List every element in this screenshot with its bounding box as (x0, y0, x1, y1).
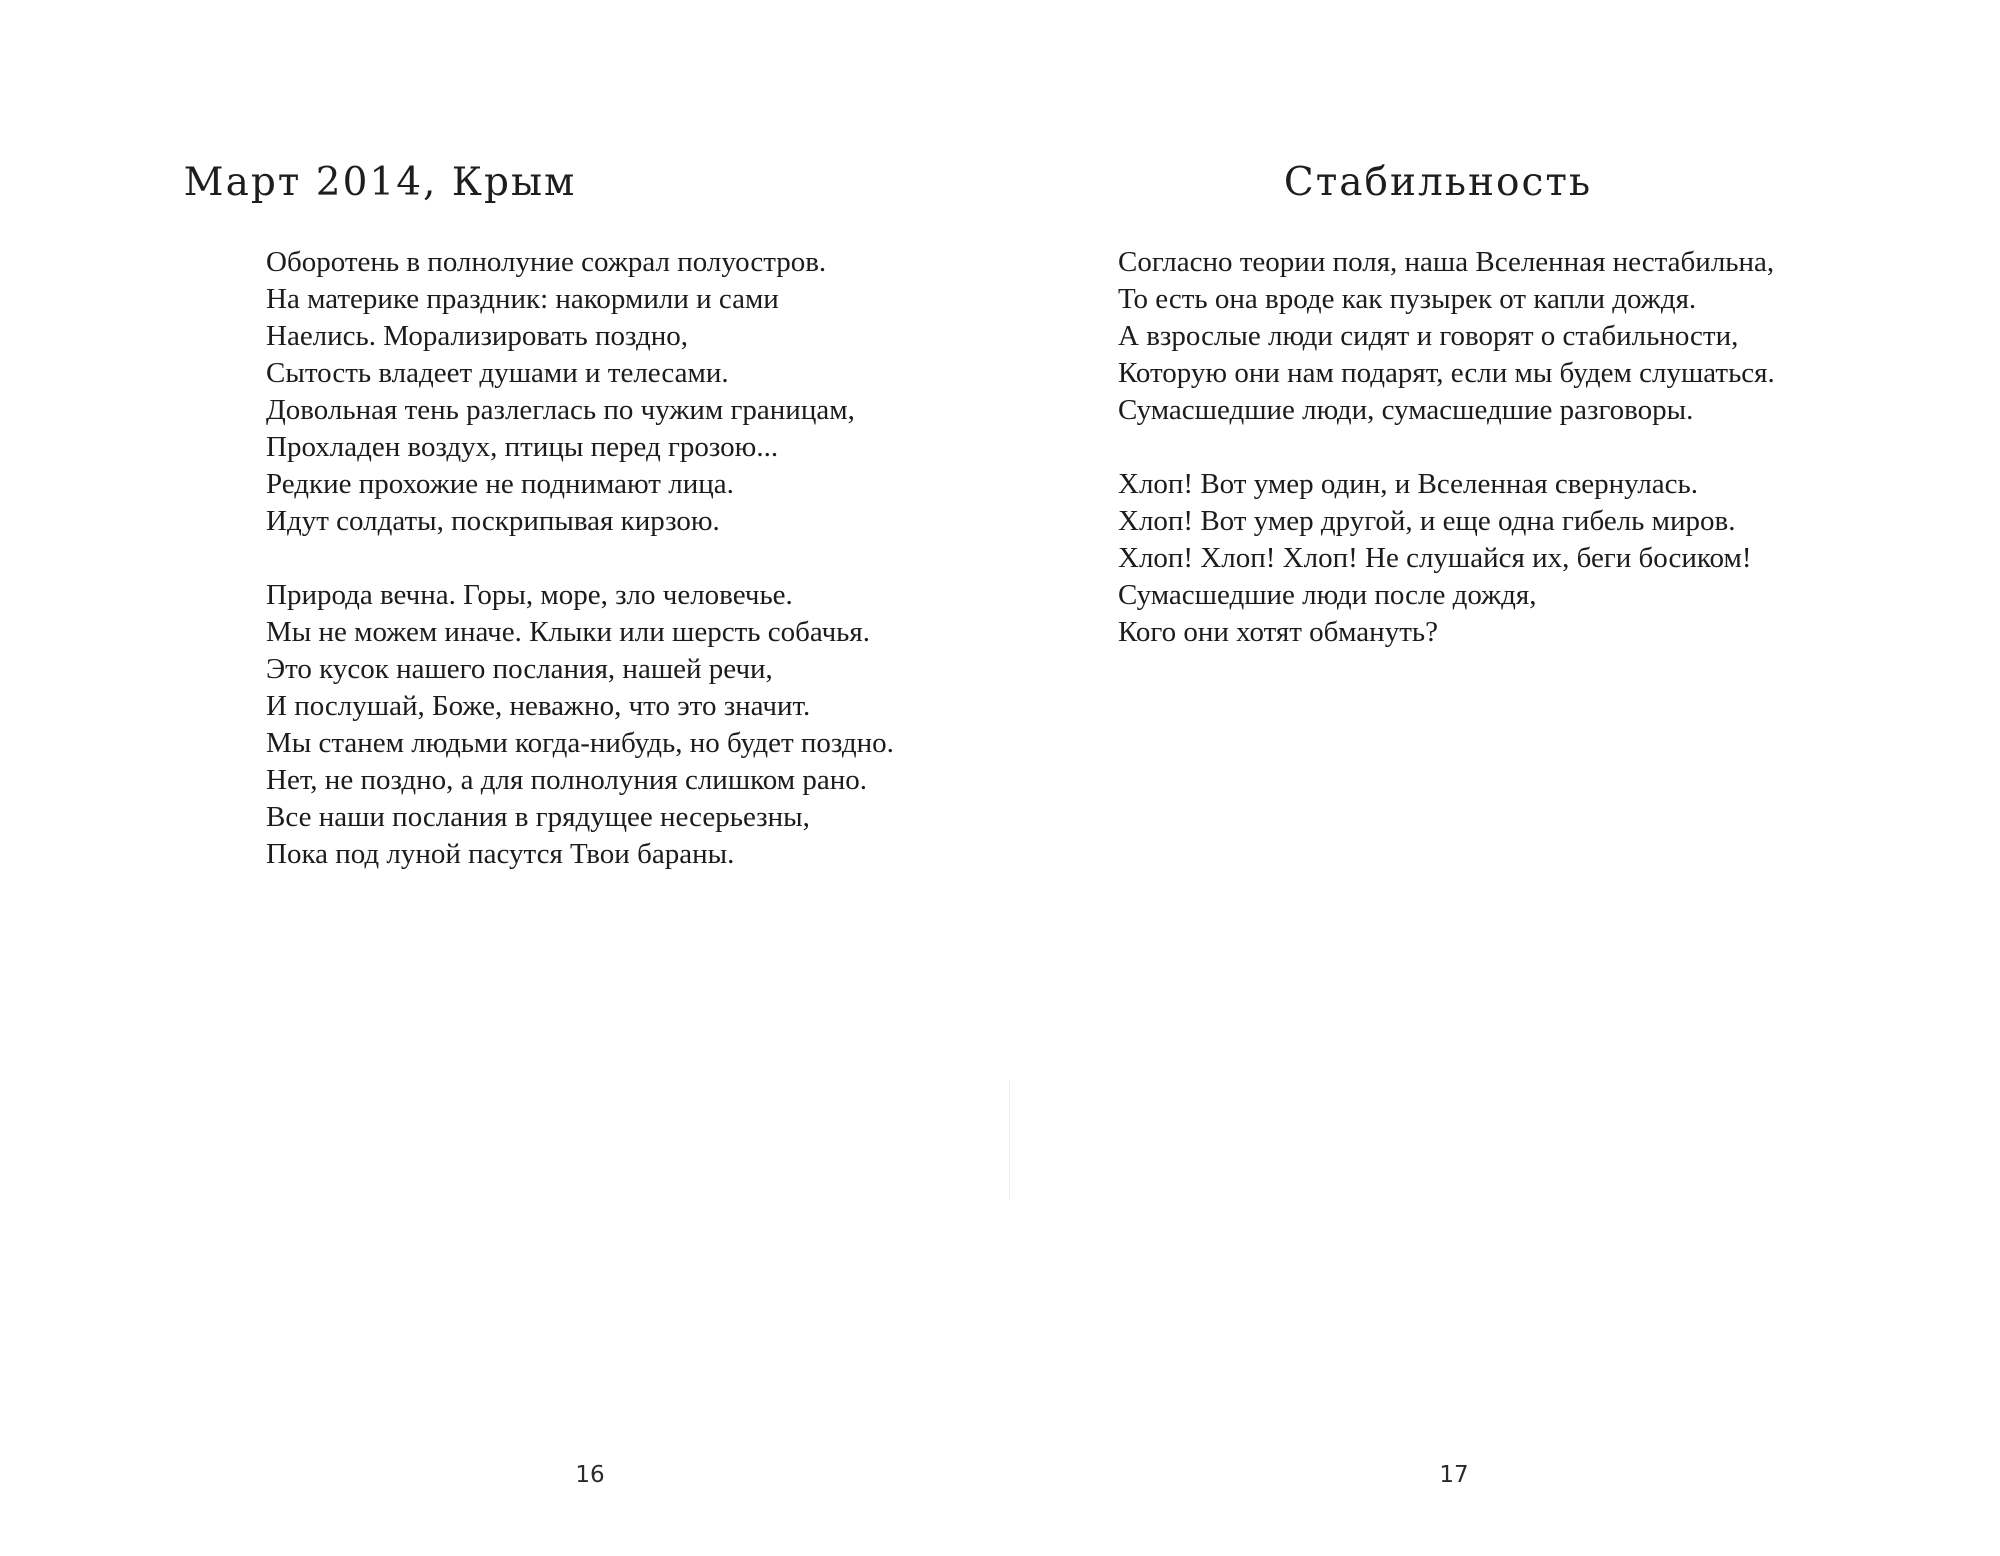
verse-line: Сытость владеет душами и телесами. (266, 357, 729, 389)
verse-line: Прохладен воздух, птицы перед грозою... (266, 431, 779, 463)
verse-line: Мы станем людьми когда-нибудь, но будет поздно. (266, 727, 894, 759)
stanza (1118, 244, 1775, 429)
poem-title: Март 2014, Крым (183, 160, 577, 205)
verse-line: Кого они хотят обмануть? (1118, 616, 1438, 648)
verse-line: Это кусок нашего послания, нашей речи, (266, 653, 773, 685)
verse-line: Все наши послания в грядущее несерьезны, (266, 801, 810, 833)
verse-line: Которую они нам подарят, если мы будем слушаться. (1118, 357, 1775, 389)
page-number: 16 (575, 1462, 605, 1488)
poem-title: Стабильность (1283, 160, 1593, 205)
verse-line: Довольная тень разлеглась по чужим границам, (266, 394, 855, 426)
verse-line: Мы не можем иначе. Клыки или шерсть собачья. (266, 616, 871, 648)
stanza (1118, 466, 1775, 651)
verse-line: Пока под луной пасутся Твои бараны. (266, 838, 735, 870)
verse-line: То есть она вроде как пузырек от капли дождя. (1118, 283, 1697, 315)
verse-line: А взрослые люди сидят и говорят о стабильности, (1118, 320, 1739, 352)
right-page (1000, 0, 2000, 1556)
verse-line: Наелись. Морализировать поздно, (266, 320, 688, 352)
verse-line: Нет, не поздно, а для полнолуния слишком рано. (266, 764, 867, 796)
verse-line: Хлоп! Вот умер другой, и еще одна гибель миров. (1118, 505, 1736, 537)
stanza (266, 577, 894, 873)
verse-line: Природа вечна. Горы, море, зло человечье. (266, 579, 793, 611)
poem-body (1118, 244, 1775, 651)
verse-line: Редкие прохожие не поднимают лица. (266, 468, 734, 500)
verse-line: И послушай, Боже, неважно, что это значит. (266, 690, 811, 722)
verse-line: На материке праздник: накормили и сами (266, 283, 779, 315)
verse-line: Хлоп! Вот умер один, и Вселенная свернулась. (1118, 468, 1699, 500)
verse-line: Сумасшедшие люди, сумасшедшие разговоры. (1118, 394, 1694, 426)
verse-line: Идут солдаты, поскрипывая кирзою. (266, 505, 720, 537)
verse-line: Согласно теории поля, наша Вселенная нестабильна, (1118, 246, 1775, 278)
verse-line: Хлоп! Хлоп! Хлоп! Не слушайся их, беги босиком! (1118, 542, 1752, 574)
stanza (266, 244, 894, 540)
poem-body (266, 244, 894, 873)
verse-line: Сумасшедшие люди после дождя, (1118, 579, 1537, 611)
verse-line: Оборотень в полнолуние сожрал полуостров. (266, 246, 827, 278)
page-number: 17 (1439, 1462, 1469, 1488)
